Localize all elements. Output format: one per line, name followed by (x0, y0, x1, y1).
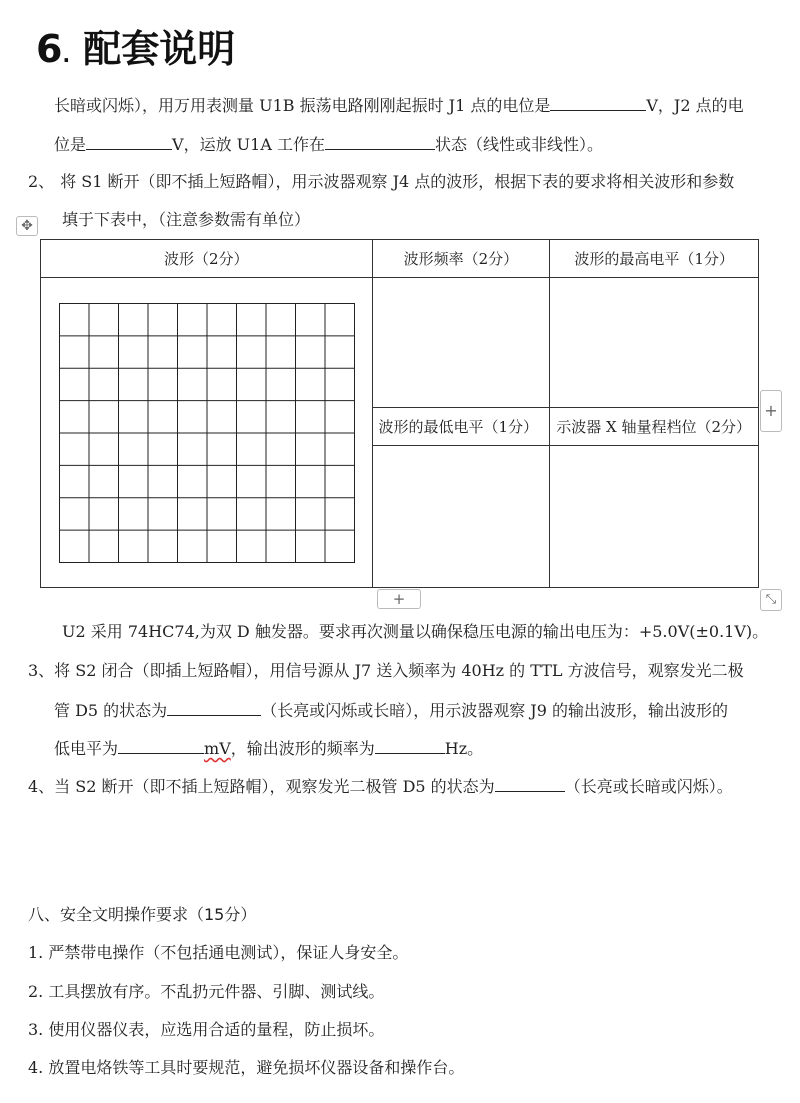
header-max-level: 波形的最高电平（1分） (550, 240, 759, 278)
question-1-line-1: 长暗或闪烁），用万用表测量 U1B 振荡电路刚刚起振时 J1 点的电位是 V，J2 点的电 (54, 96, 744, 115)
section-8-item: 2. 工具摆放有序。不乱扔元件器、引脚、测试线。 (28, 982, 385, 1001)
table-resize-handle-icon[interactable]: ⤡ (760, 589, 782, 611)
question-3-line-1: 3、将 S2 闭合（即插上短路帽），用信号源从 J7 送入频率为 40Hz 的 TTL 方波信号，观察发光二极 (28, 661, 744, 680)
header-x-range: 示波器 X 轴量程档位（2分） (550, 408, 759, 446)
blank-low-level[interactable] (118, 737, 204, 754)
table-move-handle-icon[interactable]: ✥ (16, 216, 38, 236)
u2-note: U2 采用 74HC74,为双 D 触发器。要求再次测量以确保稳压电源的输出电压为：+5.0V(±0.1V)。 (62, 622, 769, 641)
page-title: 6. 配套说明 (36, 27, 236, 71)
blank-opamp-state[interactable] (325, 133, 435, 150)
cell-x-range-value[interactable] (550, 446, 759, 588)
add-row-handle-icon[interactable]: + (377, 589, 421, 609)
question-3-line-3: 低电平为 mV，输出波形的频率为 Hz。 (54, 739, 484, 758)
question-1-line-2: 位是 V，运放 U1A 工作在 状态（线性或非线性）。 (54, 135, 603, 154)
blank-d5-state-s2-open[interactable] (495, 775, 565, 792)
blank-j1-voltage[interactable] (550, 94, 646, 111)
section-8-item: 3. 使用仪器仪表，应选用合适的量程，防止损坏。 (28, 1020, 385, 1039)
section-8-item: 1. 严禁带电操作（不包括通电测试），保证人身安全。 (28, 943, 409, 962)
header-min-level: 波形的最低电平（1分） (372, 408, 550, 446)
blank-j2-voltage[interactable] (86, 133, 172, 150)
cell-max-level-value[interactable] (550, 278, 759, 408)
section-8-item: 4. 放置电烙铁等工具时要规范，避免损坏仪器设备和操作台。 (28, 1058, 465, 1077)
blank-d5-state[interactable] (167, 699, 261, 716)
question-4: 4、当 S2 断开（即不插上短路帽），观察发光二极管 D5 的状态为 （长亮或长暗或闪烁）。 (28, 777, 733, 796)
header-waveform: 波形（2分） (41, 240, 373, 278)
header-frequency: 波形频率（2分） (372, 240, 550, 278)
cell-min-level-value[interactable] (372, 446, 550, 588)
add-column-handle-icon[interactable]: + (760, 390, 782, 432)
section-8-heading: 八、安全文明操作要求（15分） (28, 905, 257, 924)
question-3-line-2: 管 D5 的状态为 （长亮或闪烁或长暗），用示波器观察 J9 的输出波形，输出波形的 (54, 701, 728, 720)
question-2-line-1: 2、 将 S1 断开（即不插上短路帽），用示波器观察 J4 点的波形，根据下表的要求将相关波形和参数 (28, 172, 735, 191)
blank-output-frequency[interactable] (375, 737, 445, 754)
question-2-line-2: 填于下表中，（注意参数需有单位） (62, 210, 311, 229)
oscilloscope-grid (59, 303, 355, 563)
cell-frequency-value[interactable] (372, 278, 550, 408)
